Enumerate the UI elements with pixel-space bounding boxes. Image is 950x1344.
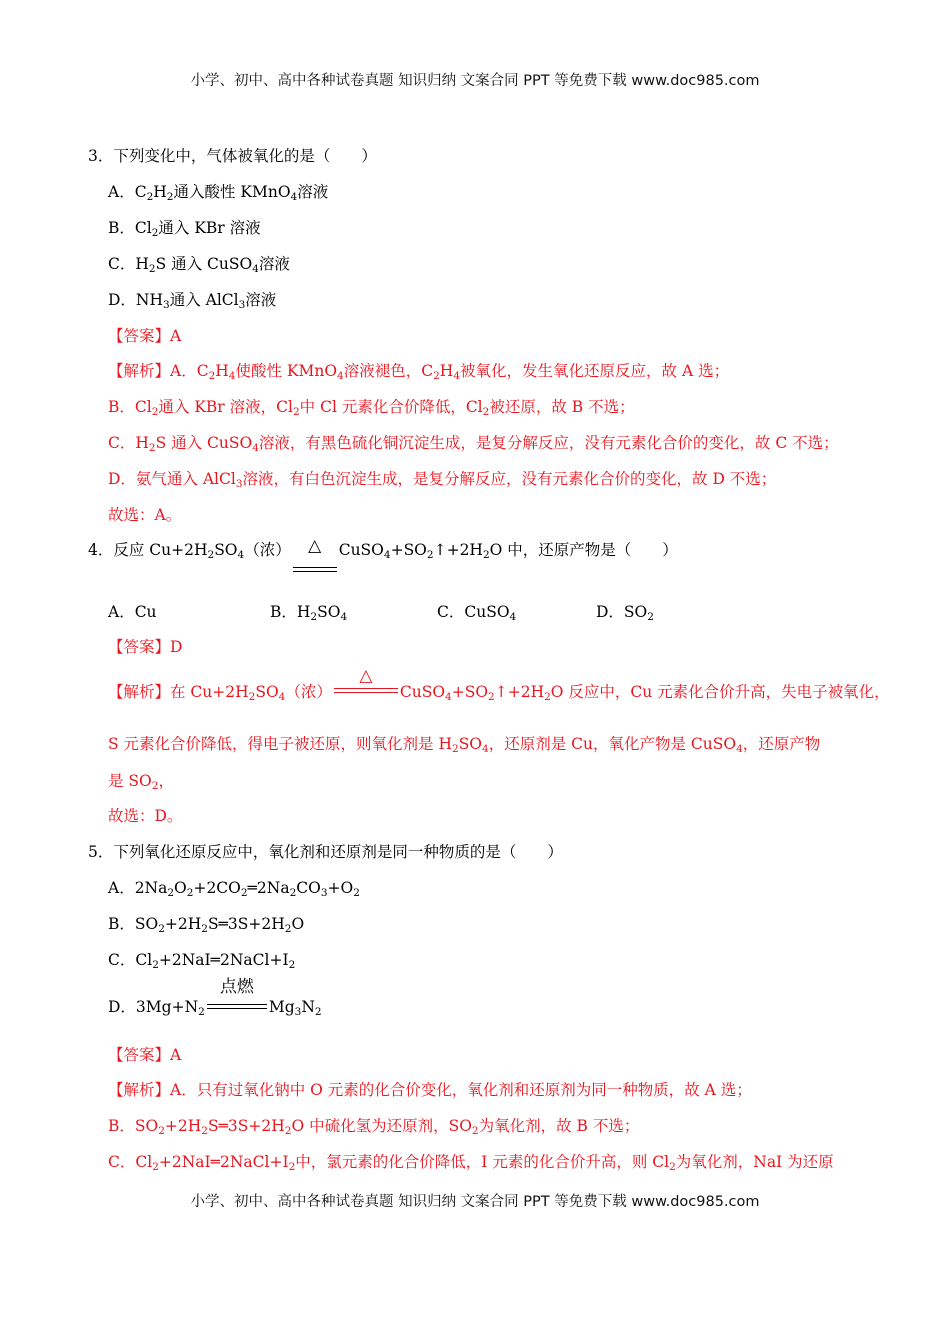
q5-stem: 5．下列氧化还原反应中，氧化剂和还原剂是同一种物质的是（ ） — [88, 843, 563, 861]
q4-stem-post: $CuSO_4+SO_2↑+2H_2O$ 中，还原产物是（ ） — [338, 541, 678, 561]
q3-explanation-a: 【解析】A．$C_2H_4$使酸性 KMnO$_4$溶液褪色，$C_2H_4$被氧化，发生氧化还原反应，故 A 选； — [108, 362, 730, 382]
q5-explanation-c: C．$Cl_2+2NaI═2NaCl+I_2$中，氯元素的化合价降低，I 元素的化合价升高，则 $Cl_2$为氧化剂，NaI 为还原 — [108, 1153, 834, 1173]
page-header: 小学、初中、高中各种试卷真题 知识归纳 文案合同 PPT 等免费下载 www.doc985.com — [190, 73, 760, 89]
q4-option-b: B．$H_2SO_4$ — [270, 603, 348, 623]
q4-stem — [88, 536, 678, 561]
q4-explanation-2: S 元素化合价降低，得电子被还原，则氧化剂是 $H_2SO_4$，还原剂是 Cu，氧化产物是 CuSO$_4$，还原产物 — [108, 735, 821, 755]
q5-reaction-arrow — [205, 977, 269, 1017]
q4-explanation-3: 是 $SO_2$， — [108, 772, 174, 792]
page-footer: 小学、初中、高中各种试卷真题 知识归纳 文案合同 PPT 等免费下载 www.doc985.com — [190, 1194, 760, 1210]
q4-pick: 故选：D。 — [108, 807, 183, 825]
q3-stem: 3．下列变化中，气体被氧化的是（ ） — [88, 147, 377, 165]
q3-explanation-d: D．氨气通入 AlCl$_3$溶液，有白色沉淀生成，是复分解反应，没有元素化合价的变化，故 D 不选； — [108, 470, 777, 490]
q5-option-c: C．$Cl_2+2NaI═2NaCl+I_2$ — [108, 951, 296, 971]
q4-explanation-1 — [108, 666, 890, 703]
heat-symbol: △ — [359, 666, 373, 686]
q3-option-b: B．$Cl_2$通入 KBr 溶液 — [108, 219, 261, 239]
q5-option-a: A．$2Na_2O_2+2CO_2═2Na_2CO_3+O_2$ — [108, 879, 360, 899]
q3-pick: 故选：A。 — [108, 506, 182, 524]
q5-option-d — [108, 977, 322, 1018]
q5-explanation-b: B．$SO_2+2H_2S═3S+2H_2O$ 中硫化氢为还原剂，$SO_2$为氧化剂，故 B 不选； — [108, 1117, 640, 1137]
q4-exp-pre: 【解析】在 $Cu+2H_2SO_4$（浓） — [108, 683, 332, 703]
q4-reaction-arrow — [291, 536, 339, 560]
q3-option-c: C．$H_2S$ 通入 CuSO$_4$溶液 — [108, 255, 290, 275]
q3-explanation-b: B．$Cl_2$通入 KBr 溶液，$Cl_2$中 Cl 元素化合价降低，$Cl_2$被还原，故 B 不选； — [108, 398, 635, 418]
q5-d-pre: D．$3Mg+N_2$ — [108, 998, 205, 1018]
q3-explanation-c: C．$H_2S$ 通入 CuSO$_4$溶液，有黑色硫化铜沉淀生成，是复分解反应，没有元素化合价的变化，故 C 不选； — [108, 434, 839, 454]
q5-d-post: $Mg_3N_2$ — [268, 998, 322, 1018]
q3-answer: 【答案】A — [108, 327, 182, 345]
q5-answer: 【答案】A — [108, 1046, 182, 1064]
q4-option-c: C．CuSO$_4$ — [437, 603, 517, 623]
q4-stem-pre: 4．反应 $Cu+2H_2SO_4$（浓） — [88, 541, 291, 561]
q3-option-d: D．$NH_3$通入 AlCl$_3$溶液 — [108, 291, 277, 311]
q5-explanation-a: 【解析】A．只有过氧化钠中 O 元素的化合价变化，氧化剂和还原剂为同一种物质，故 A 选； — [108, 1081, 752, 1099]
q5-option-b: B．$SO_2+2H_2S═3S+2H_2O$ — [108, 915, 305, 935]
q4-option-d: D．$SO_2$ — [596, 603, 654, 623]
q4-exp-post: $CuSO_4+SO_2↑+2H_2O$ 反应中，Cu 元素化合价升高，失电子被氧化， — [399, 683, 890, 703]
heat-symbol: △ — [308, 536, 322, 556]
q4-answer: 【答案】D — [108, 638, 183, 656]
q4-option-a: A．Cu — [108, 603, 157, 621]
ignition-label: 点燃 — [219, 977, 254, 997]
q4-exp-reaction-arrow — [332, 666, 400, 702]
q3-option-a: A．$C_2H_2$通入酸性 KMnO$_4$溶液 — [108, 183, 329, 203]
